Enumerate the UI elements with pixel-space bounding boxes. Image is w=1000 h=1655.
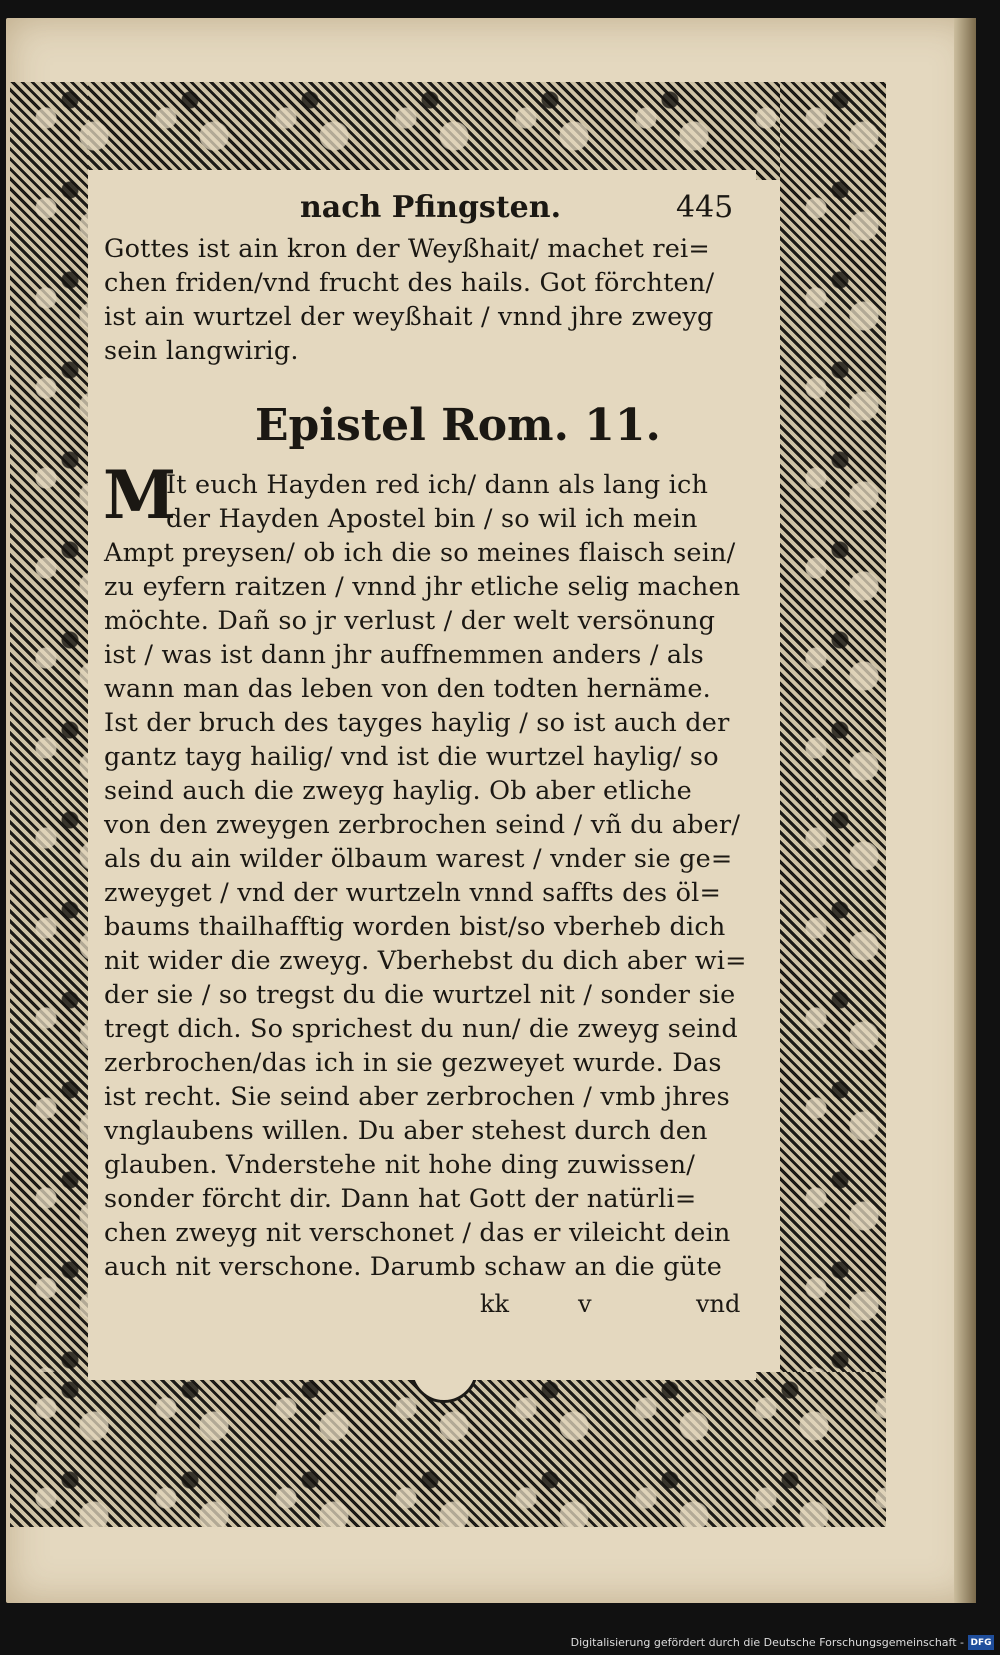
funding-credit: Digitalisierung gefördert durch die Deutsche Forschungsgemeinschaft -: [570, 1636, 964, 1649]
body-line: glauben. Vnderstehe nit hohe ding zuwissen/: [104, 1150, 696, 1180]
drop-initial: M: [103, 456, 177, 534]
body-line: der sie / so tregst du die wurtzel nit / sonder sie: [104, 980, 736, 1010]
running-head: nach Pfingsten.: [300, 190, 562, 225]
body-line: sonder förcht dir. Dann hat Gott der natürli=: [104, 1184, 697, 1214]
body-line: vnglaubens willen. Du aber stehest durch den: [104, 1116, 708, 1146]
body-line: auch nit verschone. Darumb schaw an die güte: [104, 1252, 723, 1282]
dfg-logo-icon: DFG: [968, 1635, 994, 1650]
body-line: zweyget / vnd der wurtzeln vnnd saffts des öl=: [104, 878, 722, 908]
body-line: baums thailhafftig worden bist/so vberheb dich: [104, 912, 726, 942]
body-line: ist recht. Sie seind aber zerbrochen / vmb jhres: [104, 1082, 730, 1112]
page-number: 445: [676, 190, 734, 225]
body-line: der Hayden Apostel bin / so wil ich mein: [166, 504, 698, 534]
intro-line: chen friden/vnd frucht des hails. Got förchten/: [104, 268, 715, 298]
signature-mark: kk: [480, 1290, 510, 1318]
body-line: als du ain wilder ölbaum warest / vnder sie ge=: [104, 844, 733, 874]
section-heading: Epistel Rom. 11.: [255, 400, 661, 451]
body-line: wann man das leben von den todten hernäme.: [104, 674, 711, 704]
intro-line: ist ain wurtzel der weyßhait / vnnd jhre zweyg: [104, 302, 714, 332]
body-line: chen zweyg nit verschonet / das er vileicht dein: [104, 1218, 731, 1248]
body-line: Ampt preysen/ ob ich die so meines flaisch sein/: [104, 538, 736, 568]
intro-line: sein langwirig.: [104, 336, 299, 366]
body-line: nit wider die zweyg. Vberhebst du dich aber wi=: [104, 946, 747, 976]
body-line: Ist der bruch des tayges haylig / so ist auch der: [104, 708, 730, 738]
body-line: zu eyfern raitzen / vnnd jhr etliche selig machen: [104, 572, 741, 602]
border-right-ornament: [780, 82, 886, 1527]
border-top-ornament: [10, 82, 886, 180]
body-line: It euch Hayden red ich/ dann als lang ich: [166, 470, 709, 500]
body-line: ist / was ist dann jhr auffnemmen anders / als: [104, 640, 704, 670]
catchword: vnd: [696, 1290, 741, 1318]
page-spine-shadow: [954, 18, 976, 1603]
body-line: zerbrochen/das ich in sie gezweyet wurde. Das: [104, 1048, 722, 1078]
intro-line: Gottes ist ain kron der Weyßhait/ machet rei=: [104, 234, 710, 264]
body-line: von den zweygen zerbrochen seind / vñ du aber/: [104, 810, 741, 840]
body-line: seind auch die zweyg haylig. Ob aber etliche: [104, 776, 692, 806]
body-line: gantz tayg hailig/ vnd ist die wurtzel haylig/ so: [104, 742, 719, 772]
body-line: tregt dich. So sprichest du nun/ die zweyg seind: [104, 1014, 738, 1044]
signature-number: v: [578, 1290, 592, 1318]
border-left-ornament: [10, 82, 88, 1527]
body-line: möchte. Dañ so jr verlust / der welt versönung: [104, 606, 716, 636]
